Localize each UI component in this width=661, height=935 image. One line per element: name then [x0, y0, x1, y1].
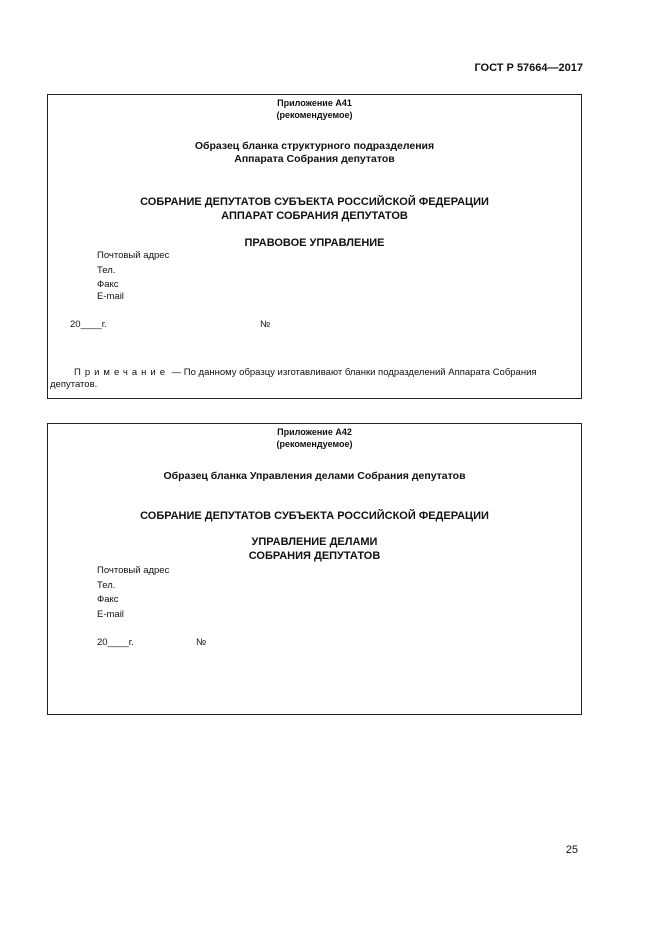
date-field: 20____г.: [70, 319, 107, 330]
postal-address-label: Почтовый адрес: [97, 565, 170, 576]
phone-label: Тел.: [97, 580, 116, 591]
department-name-line1: УПРАВЛЕНИЕ ДЕЛАМИ: [251, 536, 378, 548]
appendix-a41-form: [47, 94, 582, 399]
email-label: E-mail: [97, 291, 124, 302]
postal-address-label: Почтовый адрес: [97, 250, 170, 261]
department-name: ПРАВОВОЕ УПРАВЛЕНИЕ: [244, 237, 385, 249]
appendix-title: Приложение А41: [277, 98, 352, 108]
appendix-status: (рекомендуемое): [276, 439, 353, 449]
org-name-line1: СОБРАНИЕ ДЕПУТАТОВ СУБЪЕКТА РОССИЙСКОЙ ФЕДЕРАЦИИ: [140, 196, 489, 208]
form-title: Образец бланка Управления делами Собрания депутатов: [163, 470, 466, 482]
fax-label: Факс: [97, 279, 119, 290]
email-label: E-mail: [97, 609, 124, 620]
form-title-line2: Аппарата Собрания депутатов: [234, 153, 395, 165]
note-label: Примечание: [74, 367, 169, 378]
phone-label: Тел.: [97, 265, 116, 276]
org-name-line2: АППАРАТ СОБРАНИЯ ДЕПУТАТОВ: [221, 210, 408, 222]
note: [50, 367, 579, 379]
appendix-a42-form: [47, 423, 582, 715]
page-number: 25: [565, 844, 578, 856]
note-text: — По данному образцу изготавливают бланки подразделений Аппарата Собрания: [169, 367, 537, 378]
fax-label: Факс: [97, 594, 119, 605]
appendix-title: Приложение А42: [277, 427, 352, 437]
appendix-status: (рекомендуемое): [276, 110, 353, 120]
date-field: 20____г.: [97, 637, 134, 648]
org-name: СОБРАНИЕ ДЕПУТАТОВ СУБЪЕКТА РОССИЙСКОЙ ФЕДЕРАЦИИ: [140, 510, 489, 522]
number-field: №: [196, 637, 207, 648]
number-field: №: [260, 319, 271, 330]
department-name-line2: СОБРАНИЯ ДЕПУТАТОВ: [248, 550, 381, 562]
note-text-continuation: депутатов.: [50, 379, 98, 390]
document-code: ГОСТ Р 57664—2017: [474, 62, 583, 74]
form-title-line1: Образец бланка структурного подразделения: [194, 140, 435, 152]
